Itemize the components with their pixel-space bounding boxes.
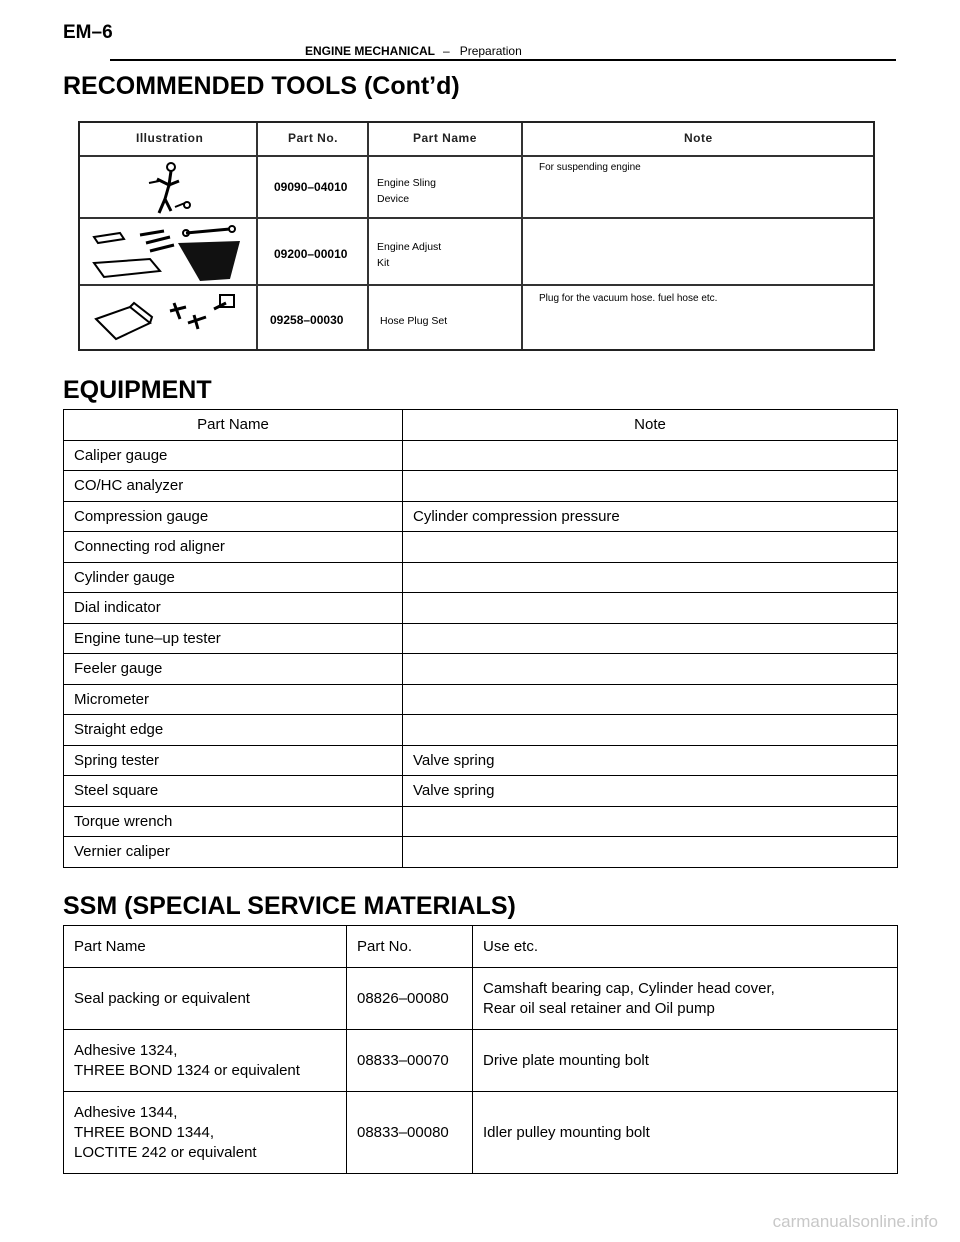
part-note: For suspending engine: [539, 162, 641, 173]
table-row: [64, 654, 898, 685]
part-name-cell: Cylinder gauge: [64, 562, 403, 593]
part-name-cell: CO/HC analyzer: [64, 471, 403, 502]
ssm-title: SSM (SPECIAL SERVICE MATERIALS): [63, 892, 516, 920]
table-row: [64, 532, 898, 563]
part-name-cell: Micrometer: [64, 684, 403, 715]
table-row: [64, 471, 898, 502]
part-no: 09200–00010: [274, 247, 348, 261]
divider: [80, 217, 873, 219]
part-name: Engine Adjust Kit: [377, 241, 442, 269]
table-row: [64, 745, 898, 776]
part-name: Engine Sling Device: [377, 177, 436, 205]
equipment-table: [63, 409, 898, 868]
table-row: [64, 806, 898, 837]
part-note: Plug for the vacuum hose. fuel hose etc.: [539, 293, 718, 304]
part-name-cell: Vernier caliper: [64, 837, 403, 868]
part-name-cell: Connecting rod aligner: [64, 532, 403, 563]
note-cell: [403, 593, 898, 624]
note-cell: [403, 806, 898, 837]
part-name-cell: Straight edge: [64, 715, 403, 746]
part-name-cell: Seal packing or equivalent: [64, 968, 347, 1030]
note-cell: [403, 562, 898, 593]
subsection-name: Preparation: [459, 44, 522, 58]
column-header: Part Name: [64, 926, 347, 968]
table-header-row: [64, 410, 898, 441]
part-name-cell: Adhesive 1324, THREE BOND 1324 or equivalent: [64, 1030, 347, 1092]
note-cell: Cylinder compression pressure: [403, 501, 898, 532]
part-no-cell: 08833–00080: [347, 1092, 473, 1174]
part-name-cell: Engine tune–up tester: [64, 623, 403, 654]
note-cell: [403, 471, 898, 502]
part-no-cell: 08833–00070: [347, 1030, 473, 1092]
part-no-cell: 08826–00080: [347, 968, 473, 1030]
part-name-cell: Spring tester: [64, 745, 403, 776]
note-cell: [403, 623, 898, 654]
column-header-note: Note: [684, 131, 713, 145]
ssm-table: [63, 925, 898, 1174]
column-header: Use etc.: [473, 926, 898, 968]
note-cell: Valve spring: [403, 745, 898, 776]
table-row: [64, 501, 898, 532]
section-header: [305, 44, 522, 58]
table-header-row: [64, 926, 898, 968]
table-row: [64, 1092, 898, 1174]
table-row: [64, 562, 898, 593]
part-name-cell: Steel square: [64, 776, 403, 807]
note-cell: [403, 837, 898, 868]
column-header-part-no: Part No.: [288, 131, 339, 145]
column-header: Part Name: [64, 410, 403, 441]
part-name: Hose Plug Set: [380, 315, 448, 327]
table-row: [64, 837, 898, 868]
note-cell: [403, 684, 898, 715]
engine-sling-icon: [135, 159, 195, 215]
tools-title: RECOMMENDED TOOLS (Cont’d): [63, 72, 460, 100]
part-name-cell: Adhesive 1344, THREE BOND 1344, LOCTITE 242 or equivalent: [64, 1092, 347, 1174]
part-no: 09258–00030: [270, 313, 344, 327]
table-row: [64, 440, 898, 471]
divider: [80, 284, 873, 286]
part-name-cell: Dial indicator: [64, 593, 403, 624]
engine-adjust-kit-icon: [90, 223, 250, 283]
divider: [80, 155, 873, 157]
header-rule: [110, 59, 896, 61]
table-row: [64, 684, 898, 715]
part-no: 09090–04010: [274, 180, 348, 194]
page-code: EM–6: [63, 22, 113, 43]
note-cell: [403, 532, 898, 563]
part-name-cell: Compression gauge: [64, 501, 403, 532]
column-header: Note: [403, 410, 898, 441]
part-name-cell: Feeler gauge: [64, 654, 403, 685]
note-cell: [403, 440, 898, 471]
note-cell: [403, 654, 898, 685]
hose-plug-set-icon: [90, 289, 250, 347]
column-header-part-name: Part Name: [413, 131, 477, 145]
tools-table: [78, 121, 875, 351]
use-cell: Camshaft bearing cap, Cylinder head cover, Rear oil seal retainer and Oil pump: [473, 968, 898, 1030]
table-row: [64, 623, 898, 654]
watermark: carmanualsonline.info: [772, 1212, 938, 1231]
column-header-illustration: Illustration: [136, 131, 204, 145]
section-name: ENGINE MECHANICAL: [305, 44, 436, 58]
table-row: [64, 968, 898, 1030]
use-cell: Drive plate mounting bolt: [473, 1030, 898, 1092]
table-row: [64, 1030, 898, 1092]
table-row: [64, 593, 898, 624]
part-name-cell: Torque wrench: [64, 806, 403, 837]
use-cell: Idler pulley mounting bolt: [473, 1092, 898, 1174]
note-cell: Valve spring: [403, 776, 898, 807]
column-header: Part No.: [347, 926, 473, 968]
table-row: [64, 715, 898, 746]
table-row: [64, 776, 898, 807]
section-separator: –: [443, 44, 450, 58]
note-cell: [403, 715, 898, 746]
equipment-title: EQUIPMENT: [63, 376, 212, 404]
part-name-cell: Caliper gauge: [64, 440, 403, 471]
